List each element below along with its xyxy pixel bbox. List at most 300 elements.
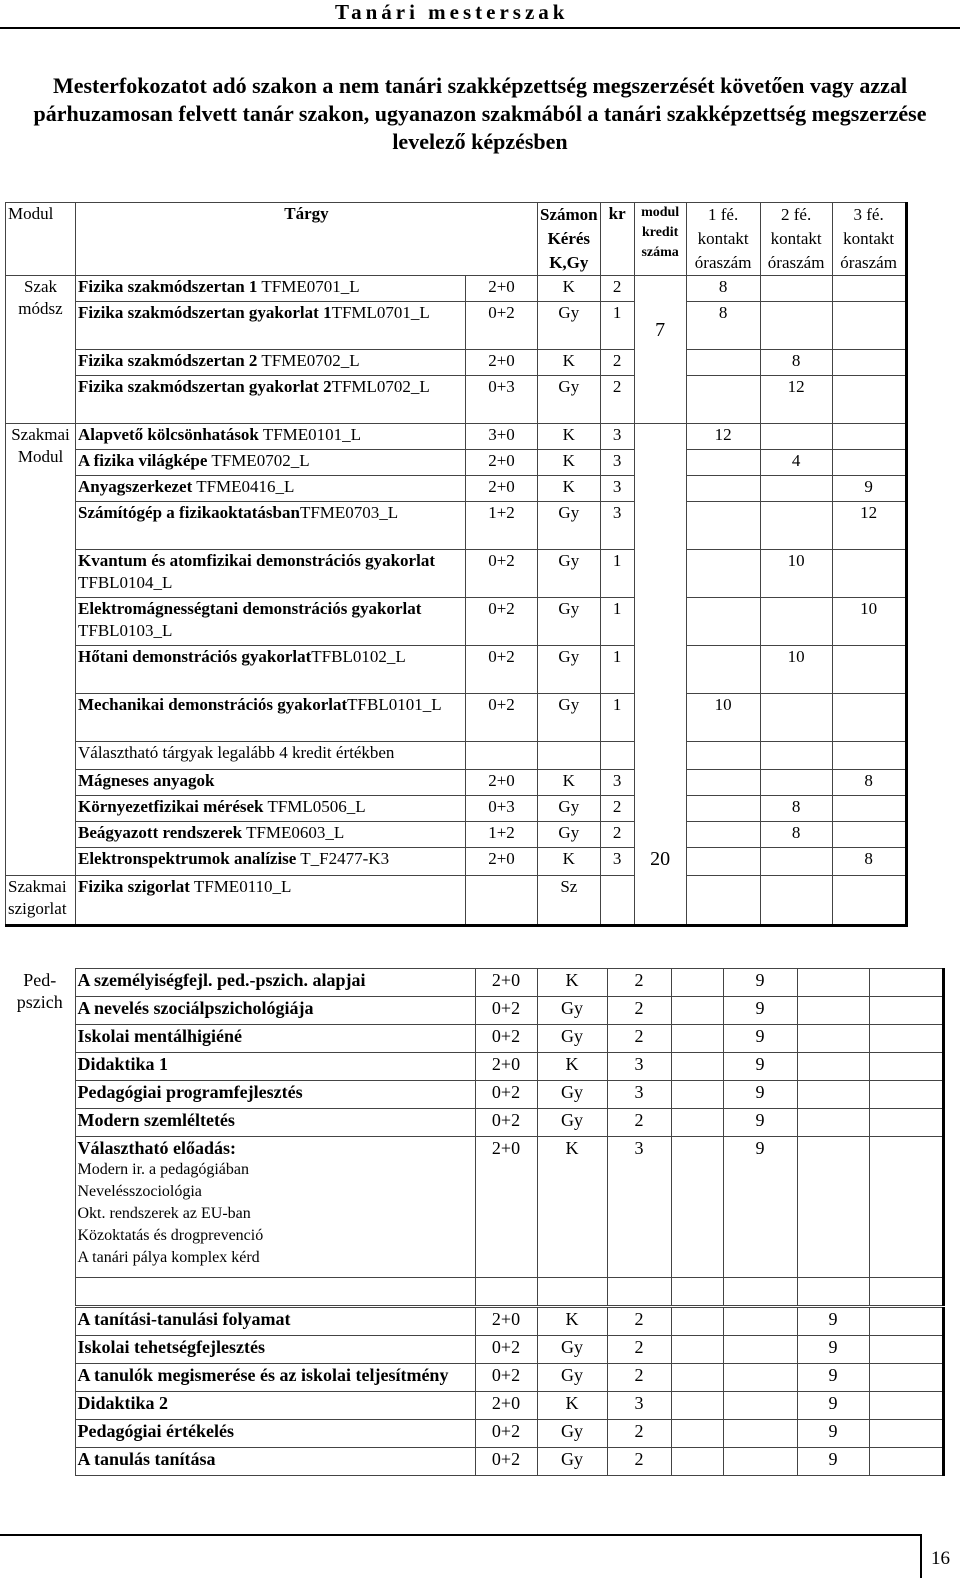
subject-code: TFBL0101_L [347, 695, 442, 714]
credit-cell: 1 [600, 598, 634, 646]
table-row [6, 598, 907, 646]
subject-code: T_F2477-K3 [296, 849, 390, 868]
table-row [6, 770, 907, 796]
hours-cell: 2+0 [466, 476, 538, 502]
table-row [6, 848, 907, 876]
subject-name: Didaktika 2 [75, 1392, 475, 1420]
elective-item: Közoktatás és drogprevenció [77, 1227, 264, 1244]
semester2-hours: 4 [760, 450, 832, 476]
subject-name [76, 694, 466, 742]
semester1-hours [686, 770, 760, 796]
subject-name [76, 302, 466, 350]
subject-code: TFME0701_L [257, 277, 360, 296]
semester1-hours [723, 1420, 797, 1448]
hours-cell: 0+2 [475, 1081, 537, 1109]
document-title: Mesterfokozatot adó szakon a nem tanári szakképzettség megszerzését követően vagy azzal párhuzamosan felvett tanár szakon, ugyanazon szakmából a tanári szakképzettség megszerzése levelező képzésben [33, 73, 927, 154]
subject-name [75, 1053, 475, 1081]
semester1-hours [686, 502, 760, 550]
module-credit-value: 20 [650, 848, 671, 870]
hours-cell: 2+0 [475, 969, 537, 997]
credit-cell: 3 [600, 848, 634, 876]
assessment-cell: Gy [538, 646, 601, 694]
credit-cell: 2 [600, 376, 634, 424]
semester2-hours [760, 694, 832, 742]
semester1-hours [686, 742, 760, 770]
hours-cell: 2+0 [466, 276, 538, 302]
semester3-hours [869, 1392, 943, 1420]
empty-cell [869, 1278, 943, 1306]
semester2-hours [797, 1109, 869, 1137]
semester2-hours: 10 [760, 550, 832, 598]
semester1-hours [686, 350, 760, 376]
module-credit-szak-modsz [634, 276, 686, 424]
subject-name: A tanulók megismerése és az iskolai teljesítmény [75, 1364, 475, 1392]
semester2-hours [760, 598, 832, 646]
assessment-cell: K [538, 848, 601, 876]
table-row [6, 276, 907, 302]
semester1-hours: 9 [723, 1053, 797, 1081]
credit-cell: 2 [607, 1025, 671, 1053]
assessment-cell: K [538, 424, 601, 450]
semester1-hours [686, 450, 760, 476]
semester1-hours [686, 598, 760, 646]
semester3-hours: 12 [832, 502, 906, 550]
subject-name [76, 796, 466, 822]
hours-cell: 2+0 [466, 770, 538, 796]
semester3-hours [832, 350, 906, 376]
semester1-hours: 9 [723, 969, 797, 997]
group-label-line: Ped- [23, 969, 57, 990]
subject-title: Iskolai mentálhigiéné [77, 1026, 243, 1046]
semester2-hours [760, 876, 832, 926]
semester2-hours: 10 [760, 646, 832, 694]
module-credit-cell [671, 1308, 723, 1336]
subject-title: Mágneses anyagok [78, 771, 215, 790]
group-label-line: Modul [17, 447, 64, 466]
module-credit-cell [671, 1364, 723, 1392]
semester2-hours [797, 1025, 869, 1053]
credit-cell: 3 [607, 1137, 671, 1278]
hours-cell: 0+2 [466, 646, 538, 694]
semester2-hours: 9 [797, 1336, 869, 1364]
assessment-cell: Gy [538, 796, 601, 822]
subject-name [76, 350, 466, 376]
credit-cell: 2 [607, 1364, 671, 1392]
hours-cell: 2+0 [475, 1308, 537, 1336]
table-row [5, 1109, 943, 1137]
col-modul-header: Modul [6, 203, 76, 276]
semester1-hours [686, 376, 760, 424]
empty-cell [797, 1278, 869, 1306]
semester3-hours [832, 550, 906, 598]
semester3-hours [869, 1420, 943, 1448]
assessment-cell: Gy [537, 1336, 607, 1364]
credit-cell: 1 [600, 646, 634, 694]
semester1-hours [723, 1392, 797, 1420]
assessment-cell: Sz [538, 876, 601, 926]
semester3-hours: 8 [832, 770, 906, 796]
curriculum-table-ped-pszich-2 [5, 1307, 945, 1476]
semester3-hours [832, 646, 906, 694]
empty-cell [75, 1278, 475, 1306]
hours-cell: 0+2 [475, 1025, 537, 1053]
hours-cell: 0+2 [475, 1364, 537, 1392]
subject-name: Iskolai tehetségfejlesztés [75, 1336, 475, 1364]
subject-name [76, 742, 466, 770]
subject-title: Didaktika 1 [77, 1054, 169, 1074]
subject-code: TFME0110_L [189, 877, 292, 896]
semester3-hours: 8 [832, 848, 906, 876]
subject-name [76, 598, 466, 646]
assessment-cell [538, 742, 601, 770]
semester2-hours [797, 1081, 869, 1109]
header-rule [0, 27, 960, 29]
credit-cell: 3 [607, 1053, 671, 1081]
semester1-hours: 9 [723, 1025, 797, 1053]
semester2-hours: 12 [760, 376, 832, 424]
semester2-hours: 8 [760, 796, 832, 822]
subject-title: Mechanikai demonstrációs gyakorlat [78, 695, 348, 714]
table-row [6, 876, 907, 926]
credit-cell: 3 [600, 476, 634, 502]
subject-name [76, 376, 466, 424]
table-row [5, 1053, 943, 1081]
semester3-hours [832, 424, 906, 450]
subject-name [76, 876, 466, 926]
credit-cell: 3 [600, 424, 634, 450]
curriculum-table-ped-pszich-1 [5, 968, 945, 1306]
subject-code: TFME0603_L [242, 823, 345, 842]
semester3-hours [869, 1308, 943, 1336]
assessment-cell: Gy [538, 502, 601, 550]
hours-cell: 2+0 [466, 848, 538, 876]
subject-name [76, 276, 466, 302]
subject-title: Beágyazott rendszerek [78, 823, 243, 842]
table-row [5, 997, 943, 1025]
hours-cell: 0+2 [466, 694, 538, 742]
semester2-hours [760, 742, 832, 770]
semester2-hours: 8 [760, 350, 832, 376]
elective-item: A tanári pálya komplex kérd [77, 1249, 260, 1266]
subject-code: TFME0702_L [207, 451, 310, 470]
semester1-hours [723, 1336, 797, 1364]
credit-cell: 1 [600, 694, 634, 742]
subject-name [75, 1109, 475, 1137]
empty-cell [671, 1278, 723, 1306]
hours-cell: 2+0 [475, 1392, 537, 1420]
subject-code: TFBL0103_L [78, 621, 173, 640]
assessment-cell: K [537, 1392, 607, 1420]
subject-name [76, 450, 466, 476]
table-row [6, 822, 907, 848]
hours-cell [466, 742, 538, 770]
module-credit-cell [671, 1025, 723, 1053]
semester1-hours [686, 796, 760, 822]
assessment-cell: Gy [537, 1420, 607, 1448]
assessment-cell: Gy [538, 302, 601, 350]
subject-name: Pedagógiai értékelés [75, 1420, 475, 1448]
hours-cell: 0+2 [475, 1336, 537, 1364]
semester3-hours [869, 997, 943, 1025]
semester2-hours [760, 424, 832, 450]
assessment-cell: K [538, 450, 601, 476]
semester2-hours: 9 [797, 1308, 869, 1336]
credit-cell: 1 [600, 550, 634, 598]
subject-title: A fizika világképe [78, 451, 208, 470]
module-credit-cell [671, 1336, 723, 1364]
subject-name: A tanítási-tanulási folyamat [75, 1308, 475, 1336]
subject-title: Környezetfizikai mérések [78, 797, 264, 816]
table-row-spacer [5, 1278, 943, 1306]
subject-name: A tanulás tanítása [75, 1448, 475, 1476]
subject-title: Fizika szigorlat [78, 877, 190, 896]
subject-code: TFME0416_L [192, 477, 295, 496]
empty-cell [537, 1278, 607, 1306]
credit-cell: 2 [607, 997, 671, 1025]
subject-code: TFML0506_L [263, 797, 366, 816]
semester1-hours: 8 [686, 276, 760, 302]
semester2-hours [797, 997, 869, 1025]
semester3-hours [832, 796, 906, 822]
semester3-hours [869, 1025, 943, 1053]
assessment-cell: K [537, 1053, 607, 1081]
semester3-hours: 9 [832, 476, 906, 502]
credit-cell: 3 [600, 450, 634, 476]
table-row [6, 742, 907, 770]
semester1-hours [686, 876, 760, 926]
subject-name [76, 502, 466, 550]
subject-name [75, 997, 475, 1025]
semester3-hours [869, 969, 943, 997]
subject-title: Számítógép a fizikaoktatásban [78, 503, 300, 522]
semester2-hours [797, 1053, 869, 1081]
module-credit-cell [671, 1392, 723, 1420]
semester2-hours: 9 [797, 1364, 869, 1392]
module-credit-cell [671, 1053, 723, 1081]
hours-cell: 1+2 [466, 502, 538, 550]
subject-code: TFME0702_L [257, 351, 360, 370]
table-row [5, 1392, 943, 1420]
semester3-hours [869, 1364, 943, 1392]
semester3-hours [869, 1336, 943, 1364]
module-credit-cell [671, 1137, 723, 1278]
semester3-hours [869, 1448, 943, 1476]
table-row [6, 502, 907, 550]
semester3-hours [869, 1137, 943, 1278]
assessment-cell: Gy [538, 694, 601, 742]
credit-cell [600, 742, 634, 770]
module-credit-cell [671, 1109, 723, 1137]
semester1-hours: 9 [723, 997, 797, 1025]
table-row [5, 1137, 943, 1278]
semester3-hours [832, 694, 906, 742]
semester3-hours [832, 876, 906, 926]
subject-name [75, 969, 475, 997]
table-row [6, 350, 907, 376]
col-fe1-header: 1 fé. kontakt óraszám [686, 203, 760, 276]
table-row [6, 376, 907, 424]
assessment-cell: K [538, 350, 601, 376]
semester1-hours [686, 550, 760, 598]
assessment-cell: K [538, 770, 601, 796]
semester2-hours [797, 1137, 869, 1278]
semester2-hours: 8 [760, 822, 832, 848]
semester2-hours [760, 770, 832, 796]
hours-cell: 0+3 [466, 376, 538, 424]
subject-title: Modern szemléltetés [77, 1110, 235, 1130]
credit-cell: 2 [607, 1420, 671, 1448]
subject-title: Választható előadás: [77, 1138, 236, 1158]
group-label-line: módsz [18, 299, 63, 318]
assessment-cell: Gy [538, 550, 601, 598]
table-row [6, 550, 907, 598]
hours-cell: 2+0 [466, 350, 538, 376]
module-credit-cell [671, 1448, 723, 1476]
module-credit-cell [671, 969, 723, 997]
group-ped-pszich [5, 969, 75, 1306]
table-row [6, 302, 907, 350]
semester3-hours [832, 276, 906, 302]
curriculum-table-szakmai [5, 202, 908, 927]
elective-item: Modern ir. a pedagógiában [77, 1161, 249, 1178]
semester1-hours [723, 1364, 797, 1392]
semester1-hours [723, 1308, 797, 1336]
table-row [6, 476, 907, 502]
semester2-hours: 9 [797, 1448, 869, 1476]
semester1-hours: 12 [686, 424, 760, 450]
group-szakmai-szigorlat [6, 876, 76, 926]
credit-cell: 2 [607, 1308, 671, 1336]
semester3-hours: 10 [832, 598, 906, 646]
hours-cell: 0+2 [466, 550, 538, 598]
assessment-cell: Gy [537, 1025, 607, 1053]
hours-cell: 1+2 [466, 822, 538, 848]
hours-cell: 2+0 [466, 450, 538, 476]
credit-cell: 2 [607, 1336, 671, 1364]
subject-title: Alapvető kölcsönhatások [78, 425, 259, 444]
credit-cell: 2 [607, 969, 671, 997]
hours-cell: 0+2 [475, 1109, 537, 1137]
running-header: Tanári mesterszak [335, 0, 569, 24]
subject-code: TFME0101_L [258, 425, 362, 444]
group-label-line: Szakmai [8, 877, 67, 896]
semester3-hours [832, 742, 906, 770]
subject-name [75, 1025, 475, 1053]
subject-title: Fizika szakmódszertan 2 [78, 351, 258, 370]
subject-name [75, 1081, 475, 1109]
hours-cell: 0+2 [475, 1420, 537, 1448]
table-row [6, 424, 907, 450]
credit-cell: 2 [600, 796, 634, 822]
subject-title: Elektromágnességtani demonstrációs gyakorlat [78, 599, 422, 618]
semester2-hours [797, 969, 869, 997]
semester1-hours: 8 [686, 302, 760, 350]
hours-cell: 2+0 [475, 1053, 537, 1081]
footer-divider [920, 1534, 922, 1578]
semester2-hours [760, 302, 832, 350]
table-row [6, 796, 907, 822]
module-credit-cell [671, 1420, 723, 1448]
table-row [5, 1364, 943, 1392]
group-szak-modsz [6, 276, 76, 424]
subject-title: A személyiségfejl. ped.-pszich. alapjai [77, 970, 366, 990]
assessment-cell: K [537, 969, 607, 997]
semester3-hours [869, 1081, 943, 1109]
semester1-hours [686, 646, 760, 694]
credit-cell: 2 [607, 1448, 671, 1476]
credit-cell [600, 876, 634, 926]
credit-cell: 2 [600, 822, 634, 848]
table-row [5, 1081, 943, 1109]
credit-cell: 3 [607, 1392, 671, 1420]
module-credit-cell [671, 997, 723, 1025]
assessment-cell: Gy [537, 1109, 607, 1137]
semester1-hours: 9 [723, 1081, 797, 1109]
credit-cell: 2 [600, 350, 634, 376]
subject-name [76, 770, 466, 796]
credit-cell: 3 [600, 770, 634, 796]
hours-cell: 0+2 [475, 997, 537, 1025]
semester3-hours [869, 1053, 943, 1081]
assessment-cell: K [538, 276, 601, 302]
elective-item: Okt. rendszerek az EU-ban [77, 1205, 251, 1222]
semester1-hours [686, 822, 760, 848]
hours-cell: 0+2 [466, 302, 538, 350]
subject-title: Elektronspektrumok analízise [78, 849, 297, 868]
hours-cell: 3+0 [466, 424, 538, 450]
semester3-hours [832, 376, 906, 424]
assessment-cell: Gy [538, 822, 601, 848]
semester2-hours [760, 476, 832, 502]
table-row [6, 694, 907, 742]
subject-name [76, 476, 466, 502]
assessment-cell: Gy [537, 1448, 607, 1476]
subject-name [75, 1137, 475, 1278]
subject-code: TFBL0102_L [311, 647, 406, 666]
subject-code: Választható tárgyak legalább 4 kredit értékben [78, 743, 395, 762]
subject-code: TFML0702_L [331, 377, 430, 396]
credit-cell: 2 [607, 1109, 671, 1137]
hours-cell: 0+2 [466, 598, 538, 646]
subject-name [76, 822, 466, 848]
subject-title: Fizika szakmódszertan 1 [78, 277, 258, 296]
group-label-line: szigorlat [8, 899, 67, 918]
credit-cell: 1 [600, 302, 634, 350]
table-row [6, 450, 907, 476]
table-row [5, 1448, 943, 1476]
group-label-line: Szak [23, 277, 58, 296]
subject-name [76, 646, 466, 694]
subject-name [76, 848, 466, 876]
assessment-cell: K [537, 1308, 607, 1336]
col-targy-header: Tárgy [76, 203, 538, 276]
subject-title: Kvantum és atomfizikai demonstrációs gyakorlat [78, 551, 435, 570]
assessment-cell: Gy [537, 1081, 607, 1109]
empty-cell [723, 1278, 797, 1306]
semester3-hours [832, 822, 906, 848]
subject-code: TFML0701_L [331, 303, 430, 322]
semester1-hours: 9 [723, 1109, 797, 1137]
module-credit-szakmai [634, 424, 686, 926]
col-fe3-header: 3 fé. kontakt óraszám [832, 203, 906, 276]
hours-cell [466, 876, 538, 926]
subject-title: Hőtani demonstrációs gyakorlat [78, 647, 312, 666]
semester3-hours [869, 1109, 943, 1137]
subject-title: Pedagógiai programfejlesztés [77, 1082, 303, 1102]
assessment-cell: Gy [537, 997, 607, 1025]
semester2-hours [760, 502, 832, 550]
semester1-hours [686, 476, 760, 502]
